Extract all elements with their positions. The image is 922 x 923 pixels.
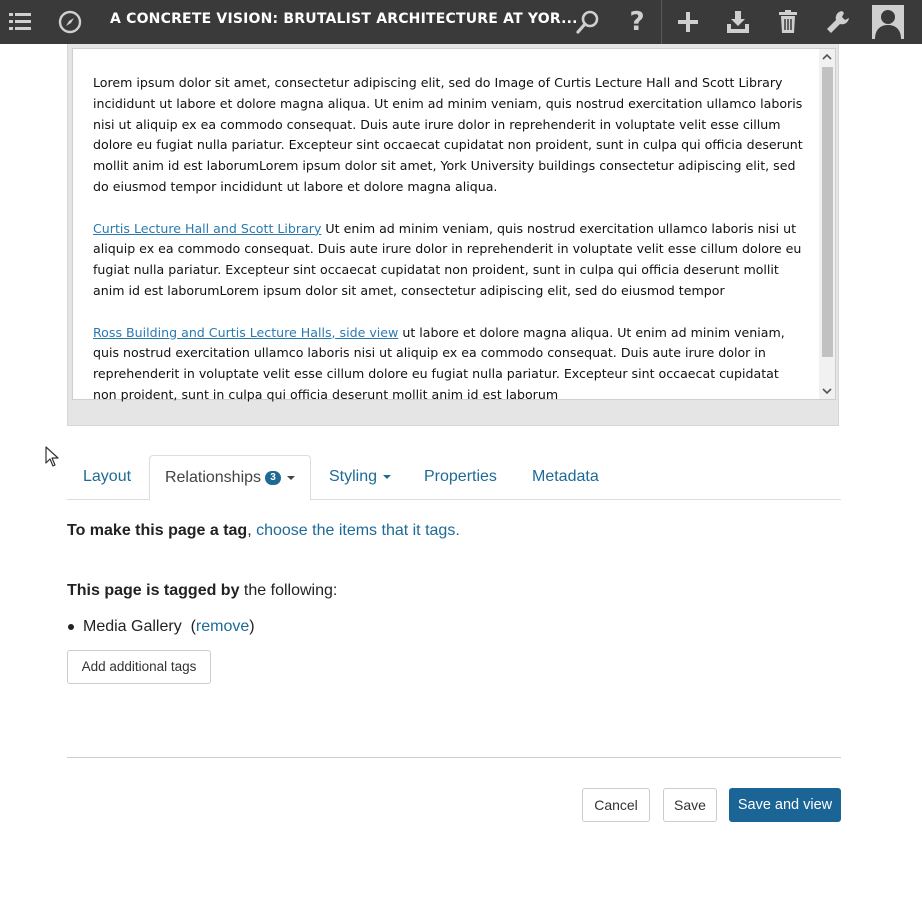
- tagged-by-label: This page is tagged by: [67, 582, 240, 599]
- tag-prompt-separator: ,: [247, 522, 257, 539]
- editor-content[interactable]: [93, 73, 805, 427]
- toolbar-divider: [661, 0, 662, 44]
- editor-scrollbar[interactable]: [819, 49, 835, 399]
- list-item: Media Gallery (remove): [67, 618, 255, 636]
- search-icon[interactable]: [568, 0, 608, 44]
- scroll-down-icon[interactable]: [819, 383, 835, 399]
- tagged-by-rest: the following:: [239, 582, 338, 599]
- chevron-down-icon: [287, 476, 295, 480]
- remove-tag-link[interactable]: remove: [195, 618, 250, 635]
- editor-paragraph: [93, 73, 805, 198]
- download-icon[interactable]: [718, 0, 758, 44]
- ross-curtis-link[interactable]: Ross Building and Curtis Lecture Halls, side view: [93, 324, 399, 340]
- add-icon[interactable]: [668, 0, 708, 44]
- trash-icon[interactable]: [768, 0, 808, 44]
- chevron-down-icon: [383, 475, 391, 479]
- add-additional-tags-button[interactable]: Add additional tags: [67, 650, 211, 684]
- paragraph-text: Lorem ipsum dolor sit amet, consectetur adipiscing elit, sed do Image of Curtis Lecture Hall and Scott Library incididunt ut labore et dolore magna aliqua. Ut enim ad minim veniam, quis nostrud exercitation ullamco laboris nisi ut aliquip ex ea commodo consequat. Duis aute irure dolor in reprehenderit in voluptate velit esse cillum dolore eu fugiat nulla pariatur. Excepteur sint occaecat cupidatat non proident, sunt in culpa qui officia deserunt mollit anim id est laborumLorem ipsum dolor sit amet, York University buildings consectetur adipiscing elit, sed do eiusmod tempor incididunt ut labore et dolore magna aliqua.: [93, 75, 803, 194]
- tab-styling[interactable]: [329, 455, 391, 499]
- paragraph-text: ut labore et dolore magna aliqua. Ut enim ad minim veniam, quis nostrud exercitation ullamco laboris nisi ut aliquip ex ea commodo consequat. Duis aute irure dolor in reprehenderit in voluptate velit esse cillum dolore eu fugiat nulla pariatur. Excepteur sint occaecat cupidatat non proident, sunt in culpa qui officia deserunt mollit anim id est laborum: [93, 324, 785, 402]
- tab-label: Relationships: [164, 469, 262, 486]
- mouse-cursor-icon: [45, 446, 59, 472]
- tab-label: Layout: [83, 468, 132, 485]
- cancel-button[interactable]: Cancel: [582, 788, 650, 822]
- editor-paragraph: [93, 219, 805, 302]
- tagged-by-heading: [67, 582, 337, 600]
- relationship-count-badge: 3: [265, 471, 281, 485]
- scroll-up-icon[interactable]: [819, 49, 835, 65]
- tab-label: Metadata: [532, 468, 599, 485]
- bullet-icon: [68, 624, 74, 630]
- tab-relationships[interactable]: [149, 455, 311, 501]
- page-title: A CONCRETE VISION: BRUTALIST ARCHITECTURE AT YOR...: [110, 11, 578, 27]
- compass-icon[interactable]: [50, 0, 90, 44]
- tab-label: Properties: [424, 468, 497, 485]
- choose-items-link[interactable]: choose the items that it tags.: [256, 522, 460, 539]
- scroll-thumb[interactable]: [822, 67, 833, 357]
- divider: [67, 757, 841, 758]
- wrench-icon[interactable]: [818, 0, 858, 44]
- help-icon[interactable]: ?: [629, 7, 645, 37]
- user-avatar-icon[interactable]: [868, 0, 908, 44]
- curtis-scott-link[interactable]: Curtis Lecture Hall and Scott Library: [93, 220, 322, 236]
- tab-label: Styling: [329, 468, 378, 485]
- tab-properties[interactable]: [424, 455, 497, 499]
- top-toolbar: [0, 0, 922, 44]
- editor-container: [67, 44, 839, 426]
- tab-metadata[interactable]: [532, 455, 599, 499]
- paragraph-text: Ut enim ad minim veniam, quis nostrud exercitation ullamco laboris nisi ut aliquip ex ea commodo consequat. Duis aute irure dolor in reprehenderit in voluptate velit esse cillum dolore eu fugiat nulla pariatur. Excepteur sint occaecat cupidatat non proident, sunt in culpa qui officia deserunt mollit anim id est laborumLorem ipsum dolor sit amet, consectetur adipiscing elit, sed do eiusmod tempor: [93, 220, 802, 298]
- tag-prompt: [67, 522, 460, 540]
- save-and-view-button[interactable]: Save and view: [729, 788, 841, 822]
- properties-tabs: [67, 455, 841, 500]
- save-button[interactable]: Save: [663, 788, 717, 822]
- tag-prompt-label: To make this page a tag: [67, 522, 248, 539]
- tab-layout[interactable]: [83, 455, 131, 499]
- rich-text-editor[interactable]: [72, 48, 836, 400]
- menu-icon[interactable]: [0, 0, 40, 44]
- editor-paragraph: [93, 323, 805, 406]
- tag-name: Media Gallery: [83, 618, 182, 635]
